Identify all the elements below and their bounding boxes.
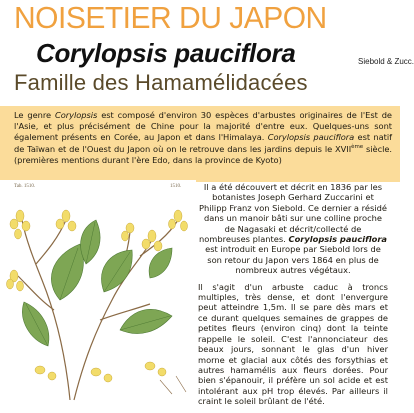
intro-text-5: est natif de Taïwan et de l'Ouest du Japon où on le retrouve dans les jardins depuis le XVII <box>14 131 393 155</box>
species-name: Corylopsis pauciflora <box>36 38 296 68</box>
intro-text-3: est composé d'environ 30 espèces d'arbustes originaires de l'Est de l'Asie, et plus précisément de Chine pour la majorité d'entre eux. Quelques-uns sont également présents en Corée, au Japon et dans l'Himalaya. <box>14 110 392 142</box>
species-author: Siebold & Zucc. <box>358 57 414 66</box>
intro-superscript: ème <box>351 144 364 151</box>
description-column <box>198 182 388 413</box>
corylopsis-drawing <box>0 180 196 400</box>
intro-paragraph <box>0 106 400 166</box>
desc-p1-species: Corylopsis pauciflora <box>288 234 388 245</box>
description-paragraph-2: Il s'agit d'un arbuste caduc à troncs multiples, très dense, et dont l'envergure peut atteindre 1,5m. Il se pare dès mars et ce durant quelques semaines de grappes de petites fleurs (environ cinq) dont la teinte rappelle le soleil. C'est l'annonciateur des beaux jours, sonnant le glas d'un hiver morne et glacial aux côtés des forsythias et autres hamamélis aux fleurs dorées. Pour bien s'épanouir, il préfère un sol acide et est intolérant aux pH trop élevés. Par ailleurs il craint le soleil brûlant de l'été. <box>198 281 388 407</box>
species-name-row <box>36 38 296 68</box>
description-paragraph-1 <box>198 182 388 276</box>
desc-p1-text-a: Il a été découvert et décrit en 1836 par les botanistes Joseph Gerhard Zuccarini et Philipp Franz von Siebold. Ce dernier a résidé dans un manoir bâti sur une colline proche de Nagasaki et décrit/collecté de nombreuses plantes. <box>198 182 387 245</box>
botanical-illustration <box>0 180 196 400</box>
plate-number-left: Tab. 1510. <box>14 184 36 189</box>
intro-species: Corylopsis pauciflora <box>267 131 355 142</box>
intro-box <box>0 106 400 182</box>
desc-p1-text-c: est introduit en Europe par Siebold lors de son retour du Japon vers 1864 en plus de nombreux autres végétaux. <box>205 244 381 276</box>
plate-number-right: 1510. <box>170 184 182 189</box>
intro-text-7: siècle. (premières mentions durant l'ère Edo, dans la province de Kyoto) <box>14 144 392 165</box>
intro-genus: Corylopsis <box>55 110 98 120</box>
intro-text-1: Le genre <box>14 110 55 120</box>
family-name: Famille des Hamamélidacées <box>14 70 308 95</box>
page-title: NOISETIER DU JAPON <box>14 1 327 36</box>
